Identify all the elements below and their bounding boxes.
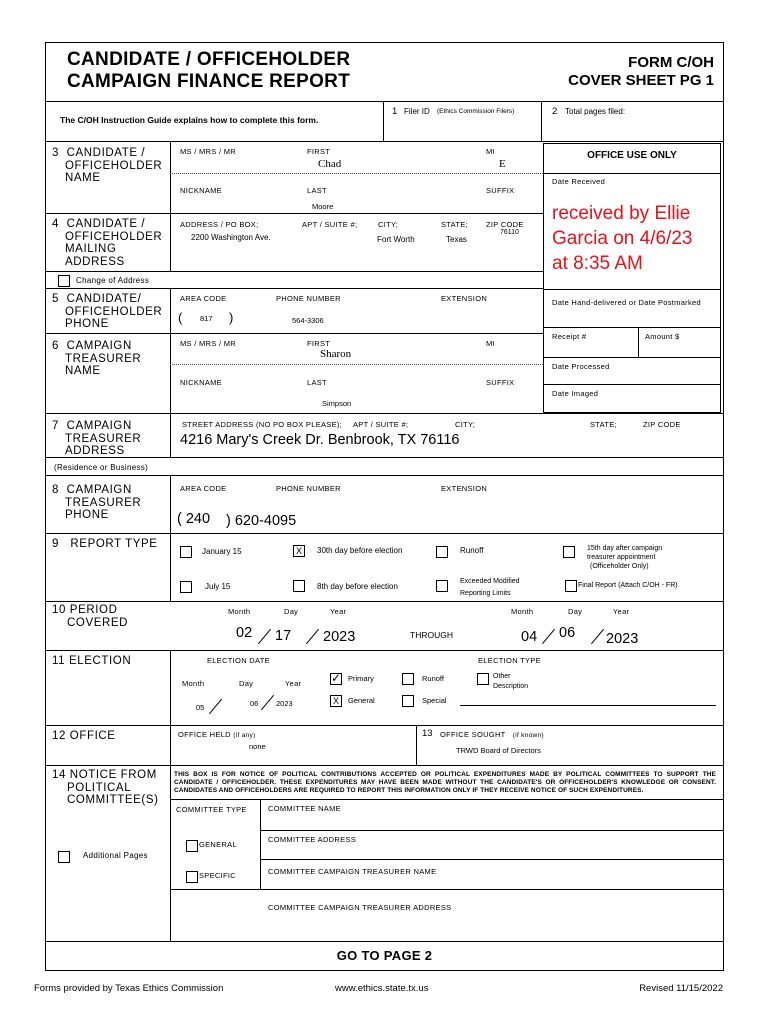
treasurer-extension-label: EXTENSION: [441, 484, 488, 493]
candidate-phone-label: PHONE NUMBER: [276, 294, 341, 303]
section-12-label: 12 OFFICE: [52, 730, 116, 742]
section-11-label: 11 ELECTION: [52, 655, 132, 667]
treasurer-city-label: CITY;: [455, 420, 476, 429]
committee-treasurer-name-label: COMMITTEE CAMPAIGN TREASURER NAME: [268, 867, 437, 876]
report-final-label: Final Report (Attach C/OH - FR): [578, 582, 678, 589]
total-pages-field[interactable]: [650, 104, 716, 134]
received-note-line3: at 8:35 AM: [552, 253, 643, 274]
period-from-year-label: Year: [330, 607, 347, 616]
mailing-zip-label: ZIP CODE: [486, 220, 524, 229]
report-15th-day-note: (Officeholder Only): [590, 563, 649, 570]
section-13-number: 13: [422, 728, 433, 739]
candidate-area-code[interactable]: 817: [200, 314, 213, 323]
treasurer-street-label: STREET ADDRESS (NO PO BOX PLEASE);: [182, 420, 343, 429]
residence-note: (Residence or Business): [54, 463, 149, 472]
committee-type-label: COMMITTEE TYPE: [176, 805, 247, 814]
other-description-line[interactable]: [460, 705, 716, 706]
candidate-first-label: FIRST: [307, 147, 331, 156]
office-held-value[interactable]: none: [249, 742, 266, 751]
office-sought-value[interactable]: TRWD Board of Directors: [456, 746, 541, 755]
treasurer-nickname-label: NICKNAME: [180, 378, 222, 387]
office-held-label: OFFICE HELD (if any): [178, 730, 256, 739]
period-from-year[interactable]: 2023: [323, 629, 356, 645]
office-sought-label: OFFICE SOUGHT (if known): [440, 730, 544, 739]
form-code: FORM C/OH: [628, 54, 714, 71]
office-use-title: OFFICE USE ONLY: [587, 150, 677, 161]
section-14-label: 14 NOTICE FROM POLITICAL COMMITTEE(S): [52, 769, 159, 806]
election-other-label: Other: [493, 673, 511, 680]
election-day-label: Day: [239, 679, 254, 688]
report-final-checkbox[interactable]: [565, 580, 577, 592]
total-pages-label: Total pages filed:: [565, 107, 626, 116]
period-to-day[interactable]: 06: [559, 625, 576, 641]
area-paren-open: (: [178, 310, 183, 325]
report-july-15-checkbox[interactable]: [180, 581, 192, 593]
change-of-address-label: Change of Address: [76, 276, 150, 285]
filer-id-number: 1: [392, 106, 398, 117]
period-to-month[interactable]: 04: [521, 629, 538, 645]
committee-notice-text: THIS BOX IS FOR NOTICE OF POLITICAL CONTRIBUTIONS ACCEPTED OR POLITICAL EXPENDITURES MADE BY POLITICAL COMMITTEES TO SUPPORT THE CANDIDATE / OFFICEHOLDER. THESE EXPENDITURES MAY HAVE BEEN MADE WITHOUT THE CANDIDATE'S OR OFFICEHOLDER'S KNOWLEDGE OR CONSENT. CANDIDATES AND OFFICEHOLDERS ARE REQUIRED TO REPORT THIS INFORMATION ONLY IF THEY RECEIVE NOTICE OF SUCH EXPENDITURES.: [174, 771, 716, 794]
section-3-label: 3 CANDIDATE / OFFICEHOLDER NAME: [52, 147, 163, 184]
treasurer-first-label: FIRST: [307, 339, 331, 348]
total-pages-number: 2: [552, 106, 558, 117]
filer-id-label: Filer ID: [404, 107, 430, 116]
election-type-label: ELECTION TYPE: [478, 656, 541, 665]
report-january-15-checkbox[interactable]: [180, 546, 192, 558]
election-month-label: Month: [182, 679, 205, 688]
treasurer-suffix-label: SUFFIX: [486, 378, 515, 387]
footer-provided-by: Forms provided by Texas Ethics Commission: [34, 983, 224, 994]
treasurer-ms-label: MS / MRS / MR: [180, 339, 236, 348]
received-note-line1: received by Ellie: [552, 203, 691, 224]
mailing-address-label: ADDRESS / PO BOX;: [180, 220, 259, 229]
election-runoff-checkbox[interactable]: [402, 673, 414, 685]
area-paren-close: ): [229, 310, 234, 325]
mailing-apt-label: APT / SUITE #;: [302, 220, 358, 229]
section-7-label: 7 CAMPAIGN TREASURER ADDRESS: [52, 420, 142, 457]
additional-pages-checkbox[interactable]: [58, 851, 70, 863]
election-year-label: Year: [285, 679, 302, 688]
period-from-day-label: Day: [284, 607, 299, 616]
election-primary-checkbox[interactable]: ✓: [331, 671, 342, 685]
candidate-last-name[interactable]: Moore: [312, 202, 334, 211]
period-through-label: THROUGH: [410, 630, 453, 640]
committee-name-label: COMMITTEE NAME: [268, 804, 341, 813]
committee-treasurer-address-label: COMMITTEE CAMPAIGN TREASURER ADDRESS: [268, 903, 452, 912]
report-july-15-label: July 15: [205, 582, 231, 591]
election-day-value[interactable]: 06: [250, 699, 259, 708]
candidate-suffix-label: SUFFIX: [486, 186, 515, 195]
filer-id-note: (Ethics Commission Filers): [437, 108, 515, 115]
report-january-15-label: January 15: [202, 547, 242, 556]
footer-revised-date: Revised 11/15/2022: [639, 983, 723, 994]
treasurer-apt-label: APT / SUITE #;: [353, 420, 409, 429]
period-to-year[interactable]: 2023: [606, 631, 639, 647]
report-exceeded-label-2: Reporting Limits: [460, 590, 511, 597]
date-received-label: Date Received: [552, 177, 606, 186]
report-15th-day-checkbox[interactable]: [563, 546, 575, 558]
date-processed-label: Date Processed: [552, 362, 610, 371]
candidate-nickname-label: NICKNAME: [180, 186, 222, 195]
election-special-label: Special: [422, 696, 447, 705]
period-to-year-label: Year: [613, 607, 630, 616]
footer-website[interactable]: www.ethics.state.tx.us: [335, 983, 429, 994]
election-special-checkbox[interactable]: [402, 695, 414, 707]
report-8th-day-checkbox[interactable]: [293, 580, 305, 592]
treasurer-zip-label: ZIP CODE: [643, 420, 681, 429]
treasurer-phone-label: PHONE NUMBER: [276, 484, 341, 493]
section-9-label: 9 REPORT TYPE: [52, 538, 158, 550]
candidate-first-name[interactable]: Chad: [318, 158, 342, 170]
form-title-line1: CANDIDATE / OFFICEHOLDER: [67, 49, 351, 70]
treasurer-phone-number[interactable]: ) 620-4095: [226, 513, 297, 529]
candidate-phone-number[interactable]: 564-3306: [292, 316, 324, 325]
treasurer-first-name[interactable]: Sharon: [320, 348, 352, 360]
mailing-state-value[interactable]: Texas: [446, 235, 467, 244]
section-10-label: 10 PERIOD COVERED: [52, 604, 129, 629]
election-primary-label: Primary: [348, 674, 374, 683]
date-imaged-label: Date Imaged: [552, 389, 599, 398]
report-runoff-label: Runoff: [460, 546, 484, 555]
instruction-note: The C/OH Instruction Guide explains how to complete this form.: [60, 115, 319, 125]
form-title-line2: CAMPAIGN FINANCE REPORT: [67, 71, 351, 92]
change-of-address-checkbox[interactable]: [58, 275, 70, 287]
amount-label: Amount $: [645, 332, 680, 341]
report-exceeded-label-1: Exceeded Modified: [460, 578, 520, 585]
election-month-value[interactable]: 05: [196, 703, 205, 712]
election-date-label: ELECTION DATE: [207, 656, 270, 665]
election-general-label: General: [348, 696, 375, 705]
section-8-label: 8 CAMPAIGN TREASURER PHONE: [52, 484, 142, 521]
election-general-checkbox[interactable]: X: [330, 695, 342, 707]
report-15th-day-label: 15th day after campaign treasurer appointment: [587, 545, 663, 561]
treasurer-area-code[interactable]: ( 240: [177, 511, 211, 527]
hand-delivered-label: Date Hand-delivered or Date Postmarked: [552, 298, 701, 307]
candidate-area-code-label: AREA CODE: [180, 294, 227, 303]
section-6-label: 6 CAMPAIGN TREASURER NAME: [52, 340, 142, 377]
treasurer-area-code-label: AREA CODE: [180, 484, 227, 493]
mailing-city-value[interactable]: Fort Worth: [377, 235, 415, 244]
candidate-middle-initial[interactable]: E: [499, 158, 506, 170]
candidate-extension-label: EXTENSION: [441, 294, 488, 303]
period-to-month-label: Month: [511, 607, 534, 616]
period-from-month[interactable]: 02: [236, 625, 253, 641]
candidate-mi-label: MI: [486, 147, 495, 156]
report-8th-day-label: 8th day before election: [317, 582, 398, 591]
treasurer-state-label: STATE;: [590, 420, 617, 429]
mailing-state-label: STATE;: [441, 220, 468, 229]
election-description-label: Description: [493, 683, 529, 690]
mailing-zip-value[interactable]: 76110: [500, 229, 519, 236]
additional-pages-label: Additional Pages: [83, 851, 148, 860]
election-runoff-label: Runoff: [422, 674, 444, 683]
period-from-day[interactable]: 17: [275, 628, 292, 644]
committee-specific-checkbox[interactable]: [186, 871, 198, 883]
period-to-day-label: Day: [568, 607, 583, 616]
go-to-page-2: GO TO PAGE 2: [336, 948, 433, 963]
committee-address-label: COMMITTEE ADDRESS: [268, 835, 357, 844]
header-divider: [45, 101, 724, 102]
mailing-address-value[interactable]: 2200 Washington Ave.: [191, 233, 271, 242]
receipt-label: Receipt #: [552, 332, 587, 341]
cover-sheet-label: COVER SHEET PG 1: [568, 72, 714, 89]
report-30th-day-label: 30th day before election: [317, 546, 403, 555]
period-from-month-label: Month: [228, 607, 251, 616]
report-runoff-checkbox[interactable]: [436, 546, 448, 558]
committee-specific-label: SPECIFIC: [199, 871, 236, 880]
section-4-label: 4 CANDIDATE / OFFICEHOLDER MAILING ADDRESS: [52, 218, 163, 268]
candidate-ms-label: MS / MRS / MR: [180, 147, 236, 156]
election-year-value[interactable]: 2023: [276, 699, 293, 708]
report-exceeded-limits-checkbox[interactable]: [436, 580, 448, 592]
treasurer-last-label: LAST: [307, 378, 327, 387]
mailing-city-label: CITY;: [378, 220, 399, 229]
candidate-last-label: LAST: [307, 186, 327, 195]
treasurer-mi-label: MI: [486, 339, 495, 348]
received-note-line2: Garcia on 4/6/23: [552, 228, 693, 249]
treasurer-last-name[interactable]: Simpson: [322, 399, 352, 408]
committee-general-label: GENERAL: [199, 840, 237, 849]
section-5-label: 5 CANDIDATE/ OFFICEHOLDER PHONE: [52, 293, 163, 330]
report-30th-day-checkbox[interactable]: X: [293, 545, 305, 557]
committee-general-checkbox[interactable]: [186, 840, 198, 852]
election-other-checkbox[interactable]: [477, 673, 489, 685]
treasurer-address-value[interactable]: 4216 Mary's Creek Dr. Benbrook, TX 76116: [180, 432, 460, 448]
